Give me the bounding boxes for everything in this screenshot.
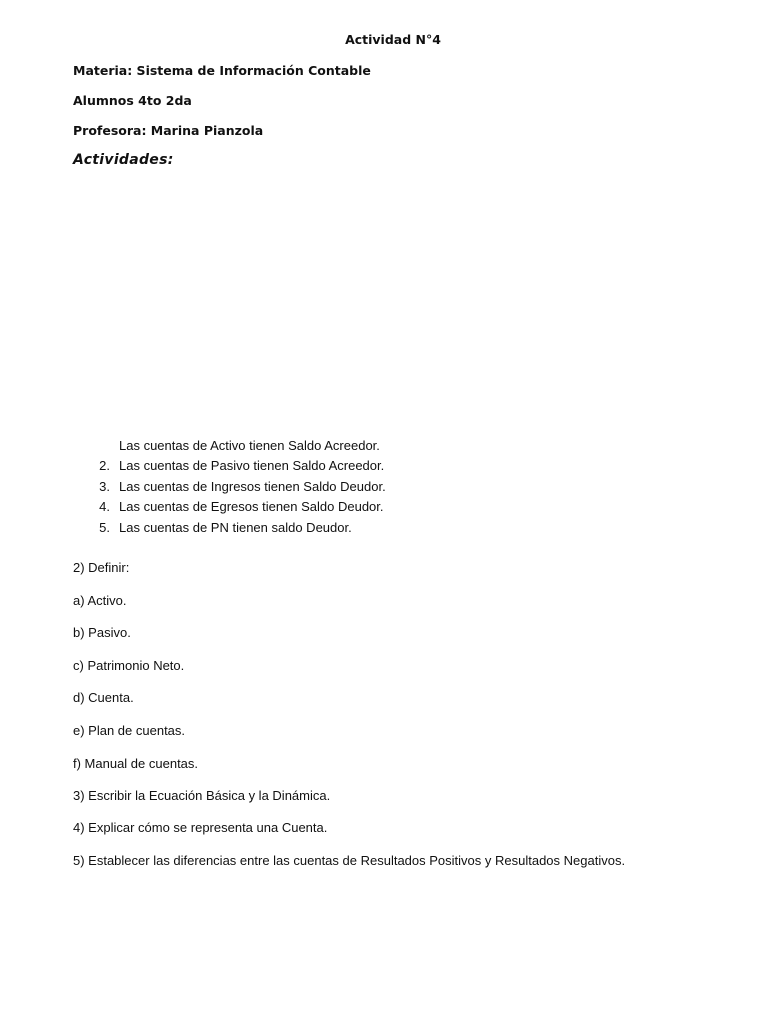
question-define: 2) Definir: — [73, 560, 130, 575]
list-item-text: Las cuentas de Activo tienen Saldo Acreedor. — [119, 438, 380, 453]
question-activo: a) Activo. — [73, 593, 127, 608]
activities-heading: Actividades: — [73, 152, 174, 168]
list-item-number: 4. — [99, 499, 110, 515]
list-item-number: 2. — [99, 458, 110, 474]
list-item-number: 5. — [99, 519, 110, 535]
list-item-text: Las cuentas de Pasivo tienen Saldo Acreedor. — [119, 458, 385, 474]
question-representa-cuenta: 4) Explicar cómo se representa una Cuenta. — [73, 820, 328, 835]
question-pasivo: b) Pasivo. — [73, 625, 131, 640]
list-item-text: Las cuentas de Egresos tienen Saldo Deudor. — [119, 499, 384, 515]
teacher-line: Profesora: Marina Pianzola — [73, 123, 264, 138]
document-title: Actividad N°4 — [345, 32, 441, 47]
question-diferencias-resultados: 5) Establecer las diferencias entre las cuentas de Resultados Positivos y Resultados Negativos. — [73, 853, 626, 868]
students-line: Alumnos 4to 2da — [73, 93, 192, 108]
subject-line: Materia: Sistema de Información Contable — [73, 63, 371, 78]
question-manual-de-cuentas: f) Manual de cuentas. — [73, 756, 199, 771]
question-ecuacion: 3) Escribir la Ecuación Básica y la Dinámica. — [73, 788, 331, 803]
question-plan-de-cuentas: e) Plan de cuentas. — [73, 723, 186, 738]
question-cuenta: d) Cuenta. — [73, 690, 134, 705]
list-item-text: Las cuentas de Ingresos tienen Saldo Deudor. — [119, 478, 386, 494]
list-item-text: Las cuentas de PN tienen saldo Deudor. — [119, 519, 352, 535]
blank-content-area — [73, 180, 693, 430]
list-item-number: 3. — [99, 478, 110, 494]
question-patrimonio-neto: c) Patrimonio Neto. — [73, 658, 185, 673]
